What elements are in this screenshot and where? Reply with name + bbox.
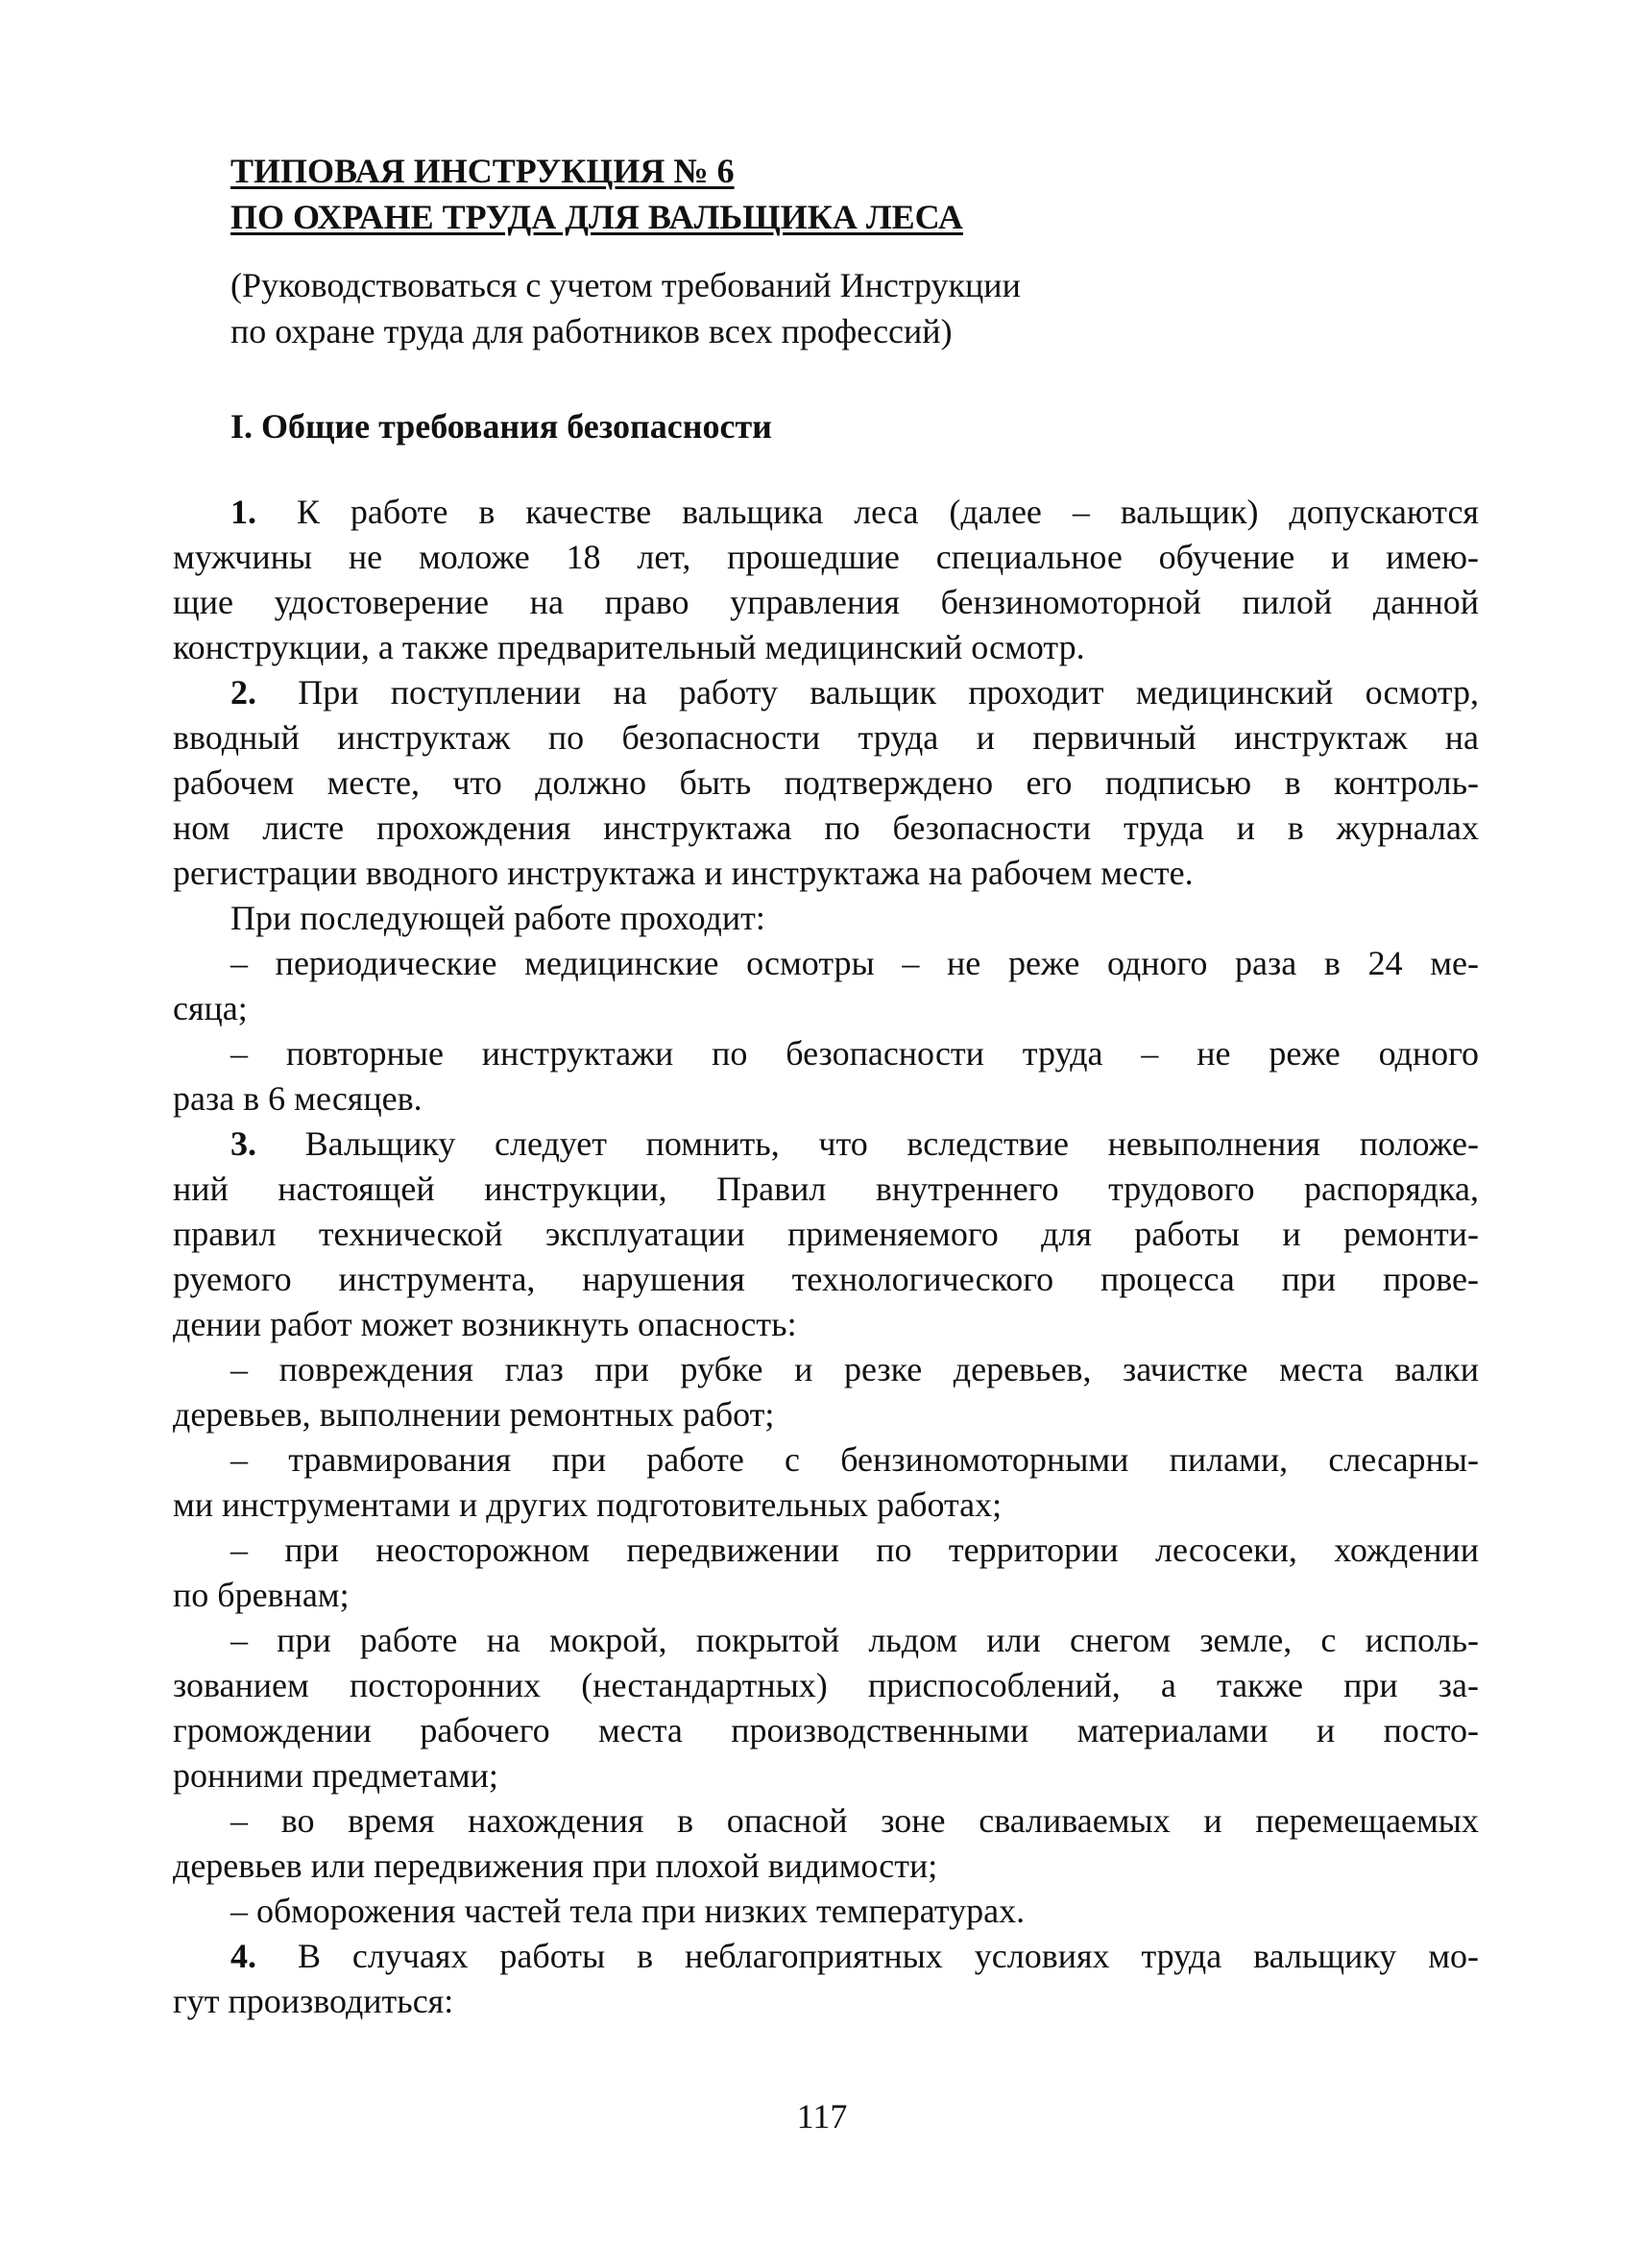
text-line xyxy=(173,1122,1479,1167)
paragraph xyxy=(173,1618,1479,1798)
text-line xyxy=(173,1437,1479,1483)
subtitle-line: по охране труда для работников всех профессий) xyxy=(230,312,953,350)
subtitle-line: (Руководствоваться с учетом требований Инструкции xyxy=(230,266,1021,304)
text-line xyxy=(173,1347,1479,1392)
text-line xyxy=(173,941,1479,986)
text-line xyxy=(173,1889,1479,1934)
line-text: мужчины не моложе 18 лет, прошедшие специальное обучение и имею- xyxy=(173,538,1479,576)
document-body xyxy=(173,490,1479,2024)
text-line xyxy=(173,1257,1479,1302)
line-text: раза в 6 месяцев. xyxy=(173,1079,423,1118)
paragraph xyxy=(173,1528,1479,1618)
text-line xyxy=(173,1708,1479,1753)
paragraph xyxy=(173,1798,1479,1889)
line-text: ронними предметами; xyxy=(173,1756,498,1795)
line-text: – повторные инструктажи по безопасности труда – не реже одного xyxy=(230,1034,1479,1073)
line-text: рабочем месте, что должно быть подтверждено его подписью в контроль- xyxy=(173,763,1479,802)
line-text: – травмирования при работе с бензиномоторными пилами, слесарны- xyxy=(230,1440,1479,1479)
line-text: деревьев или передвижения при плохой видимости; xyxy=(173,1846,938,1885)
title-line: ПО ОХРАНЕ ТРУДА ДЛЯ ВАЛЬЩИКА ЛЕСА xyxy=(230,198,963,236)
text-line xyxy=(173,1483,1479,1528)
line-text: – периодические медицинские осмотры – не реже одного раза в 24 ме- xyxy=(230,944,1479,982)
line-text: конструкции, а также предварительный медицинский осмотр. xyxy=(173,628,1085,666)
text-line xyxy=(173,490,1479,535)
text-line xyxy=(173,1618,1479,1663)
text-line xyxy=(173,670,1479,715)
line-text: громождении рабочего места производственными материалами и посто- xyxy=(173,1711,1479,1749)
line-text: дении работ может возникнуть опасность: xyxy=(173,1305,797,1343)
line-text: В случаях работы в неблагоприятных условиях труда вальщику мо- xyxy=(297,1937,1480,1975)
text-line xyxy=(173,1979,1479,2024)
line-text: ми инструментами и других подготовительных работах; xyxy=(173,1485,1003,1524)
text-line xyxy=(173,1392,1479,1437)
text-line xyxy=(173,1844,1479,1889)
line-text: ном листе прохождения инструктажа по безопасности труда и в журналах xyxy=(173,808,1479,847)
text-line xyxy=(173,896,1479,941)
text-line xyxy=(173,1212,1479,1257)
paragraph xyxy=(173,490,1479,670)
line-text: вводный инструктаж по безопасности труда и первичный инструктаж на xyxy=(173,718,1479,757)
text-line xyxy=(173,986,1479,1031)
text-line xyxy=(173,1528,1479,1573)
text-line xyxy=(173,806,1479,851)
paragraph-number: 3. xyxy=(230,1124,256,1163)
text-line xyxy=(173,715,1479,760)
line-text: деревьев, выполнении ремонтных работ; xyxy=(173,1395,775,1434)
line-text: – при работе на мокрой, покрытой льдом или снегом земле, с исполь- xyxy=(230,1621,1479,1659)
line-text: При последующей работе проходит: xyxy=(230,899,765,937)
paragraph-number: 1. xyxy=(230,493,256,531)
text-line xyxy=(173,760,1479,806)
line-text: Вальщику следует помнить, что вследствие невыполнения положе- xyxy=(304,1124,1480,1163)
line-text: – обморожения частей тела при низких температурах. xyxy=(230,1892,1026,1930)
paragraph xyxy=(173,1889,1479,1934)
line-text: зованием посторонних (нестандартных) приспособлений, а также при за- xyxy=(173,1666,1479,1704)
title-line: ТИПОВАЯ ИНСТРУКЦИЯ № 6 xyxy=(230,152,735,190)
paragraph xyxy=(173,1934,1479,2024)
paragraph xyxy=(173,941,1479,1031)
line-text: К работе в качестве вальщика леса (далее – вальщик) допускаются xyxy=(296,493,1479,531)
paragraph xyxy=(173,1122,1479,1347)
document-title xyxy=(230,148,963,240)
paragraph xyxy=(173,1031,1479,1122)
paragraph xyxy=(173,896,1479,941)
section-heading: I. Общие требования безопасности xyxy=(230,407,772,446)
text-line xyxy=(173,1663,1479,1708)
line-text: регистрации вводного инструктажа и инструктажа на рабочем месте. xyxy=(173,854,1194,892)
line-text: сяца; xyxy=(173,989,248,1027)
line-text: ний настоящей инструкции, Правил внутреннего трудового распорядка, xyxy=(173,1170,1479,1208)
line-text: – во время нахождения в опасной зоне сваливаемых и перемещаемых xyxy=(230,1801,1479,1840)
page-number: 117 xyxy=(796,2097,848,2135)
line-text: При поступлении на работу вальщик проходит медицинский осмотр, xyxy=(298,673,1480,712)
line-text: по бревнам; xyxy=(173,1576,350,1614)
text-line xyxy=(173,625,1479,670)
paragraph-number: 2. xyxy=(230,673,256,712)
paragraph xyxy=(173,1347,1479,1437)
text-line xyxy=(173,1934,1479,1979)
line-text: гут производиться: xyxy=(173,1982,454,2020)
text-line xyxy=(173,851,1479,896)
text-line xyxy=(173,1031,1479,1076)
paragraph xyxy=(173,1437,1479,1528)
document-subtitle xyxy=(230,262,1021,354)
text-line xyxy=(173,1753,1479,1798)
text-line xyxy=(173,1167,1479,1212)
line-text: – повреждения глаз при рубке и резке деревьев, зачистке места валки xyxy=(230,1350,1479,1388)
line-text: руемого инструмента, нарушения технологического процесса при прове- xyxy=(173,1260,1479,1298)
line-text: щие удостоверение на право управления бензиномоторной пилой данной xyxy=(173,583,1479,621)
line-text: – при неосторожном передвижении по территории лесосеки, хождении xyxy=(230,1531,1479,1569)
text-line xyxy=(173,580,1479,625)
text-line xyxy=(173,535,1479,580)
paragraph xyxy=(173,670,1479,896)
text-line xyxy=(173,1798,1479,1844)
paragraph-number: 4. xyxy=(230,1937,256,1975)
text-line xyxy=(173,1302,1479,1347)
line-text: правил технической эксплуатации применяемого для работы и ремонти- xyxy=(173,1215,1479,1253)
text-line xyxy=(173,1076,1479,1122)
text-line xyxy=(173,1573,1479,1618)
